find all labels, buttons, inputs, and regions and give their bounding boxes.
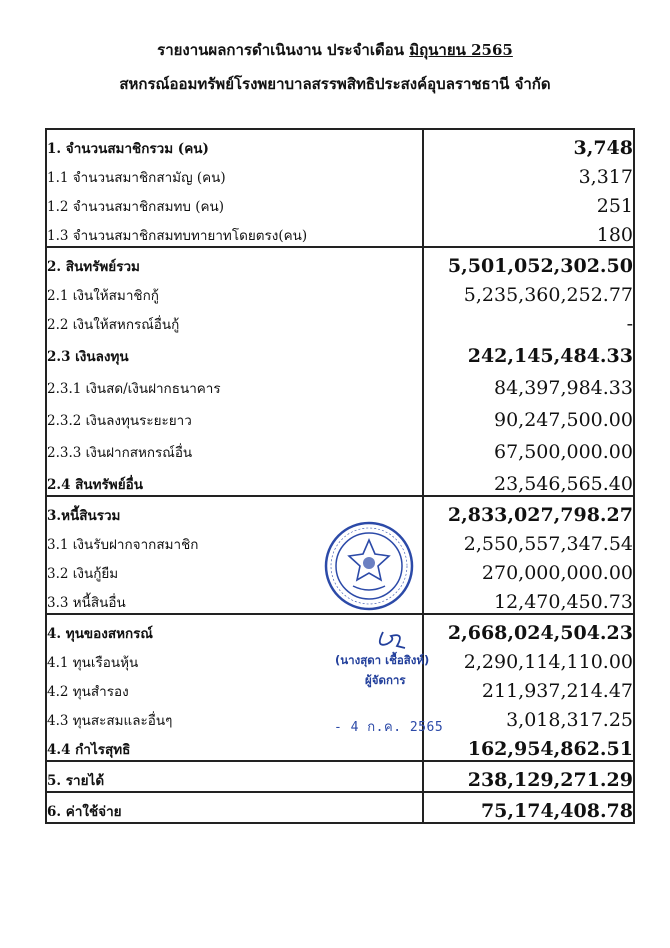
row-label: 1. จำนวนสมาชิกรวม (คน) [46, 129, 423, 159]
row-label: 3.2 เงินกู้ยืม [46, 555, 423, 584]
row-value: 75,174,408.78 [423, 792, 634, 823]
row-value: 2,290,114,110.00 [423, 644, 634, 673]
row-label: 2. สินทรัพย์รวม [46, 247, 423, 277]
row-value: 3,317 [423, 159, 634, 188]
table-row [46, 217, 634, 247]
table-row [46, 159, 634, 188]
signer-name: (นางสุดา เชื้อสิงห์) [335, 653, 430, 667]
table-row [46, 792, 634, 823]
cooperative-seal [323, 520, 415, 612]
table-row [46, 463, 634, 496]
row-label: 3.3 หนี้สินอื่น [46, 584, 423, 614]
table-row [46, 129, 634, 159]
row-label: 4.4 กำไรสุทธิ [46, 731, 423, 761]
row-label: 4.1 ทุนเรือนหุ้น [46, 644, 423, 673]
row-value: 67,500,000.00 [423, 431, 634, 463]
row-label: 2.3 เงินลงทุน [46, 335, 423, 367]
row-value: 12,470,450.73 [423, 584, 634, 614]
row-label: 4.2 ทุนสำรอง [46, 673, 423, 702]
row-label: 6. ค่าใช้จ่าย [46, 792, 423, 823]
row-label: 2.3.2 เงินลงทุนระยะยาว [46, 399, 423, 431]
table-row [46, 399, 634, 431]
row-label: 2.1 เงินให้สมาชิกกู้ [46, 277, 423, 306]
table-row [46, 188, 634, 217]
row-label: 3.1 เงินรับฝากจากสมาชิก [46, 526, 423, 555]
table-row [46, 247, 634, 277]
row-label: 1.1 จำนวนสมาชิกสามัญ (คน) [46, 159, 423, 188]
row-value: 162,954,862.51 [423, 731, 634, 761]
row-label: 4. ทุนของสหกรณ์ [46, 614, 423, 644]
table-row [46, 761, 634, 792]
row-value: 211,937,214.47 [423, 673, 634, 702]
table-row [46, 367, 634, 399]
report-title-prefix: รายงานผลการดำเนินงาน ประจำเดือน [157, 41, 410, 59]
row-value: 90,247,500.00 [423, 399, 634, 431]
signer-position: ผู้จัดการ [365, 673, 406, 687]
report-title [0, 38, 670, 62]
row-value: 5,235,360,252.77 [423, 277, 634, 306]
row-value: 270,000,000.00 [423, 555, 634, 584]
row-value: 180 [423, 217, 634, 247]
row-label: 2.3.1 เงินสด/เงินฝากธนาคาร [46, 367, 423, 399]
row-value: 242,145,484.33 [423, 335, 634, 367]
row-value: 2,668,024,504.23 [423, 614, 634, 644]
table-row [46, 277, 634, 306]
row-value: 3,018,317.25 [423, 702, 634, 731]
row-value: 2,833,027,798.27 [423, 496, 634, 526]
report-period: มิถุนายน 2565 [409, 41, 513, 59]
row-value: 251 [423, 188, 634, 217]
row-value: - [423, 306, 634, 335]
row-value: 3,748 [423, 129, 634, 159]
row-value: 2,550,557,347.54 [423, 526, 634, 555]
table-row [46, 335, 634, 367]
row-label: 3.หนี้สินรวม [46, 496, 423, 526]
row-value: 23,546,565.40 [423, 463, 634, 496]
table-row [46, 431, 634, 463]
row-label: 5. รายได้ [46, 761, 423, 792]
row-label: 4.3 ทุนสะสมและอื่นๆ [46, 702, 423, 731]
row-value: 238,129,271.29 [423, 761, 634, 792]
received-date-stamp: - 4 ก.ค. 2565 [334, 720, 444, 735]
row-label: 1.3 จำนวนสมาชิกสมทบทายาทโดยตรง(คน) [46, 217, 423, 247]
row-label: 1.2 จำนวนสมาชิกสมทบ (คน) [46, 188, 423, 217]
row-label: 2.4 สินทรัพย์อื่น [46, 463, 423, 496]
organization-name: สหกรณ์ออมทรัพย์โรงพยาบาลสรรพสิทธิประสงค์อุบลราชธานี จำกัด [119, 75, 551, 93]
row-label: 2.3.3 เงินฝากสหกรณ์อื่น [46, 431, 423, 463]
row-label: 2.2 เงินให้สหกรณ์อื่นกู้ [46, 306, 423, 335]
table-row [46, 306, 634, 335]
row-value: 84,397,984.33 [423, 367, 634, 399]
row-value: 5,501,052,302.50 [423, 247, 634, 277]
